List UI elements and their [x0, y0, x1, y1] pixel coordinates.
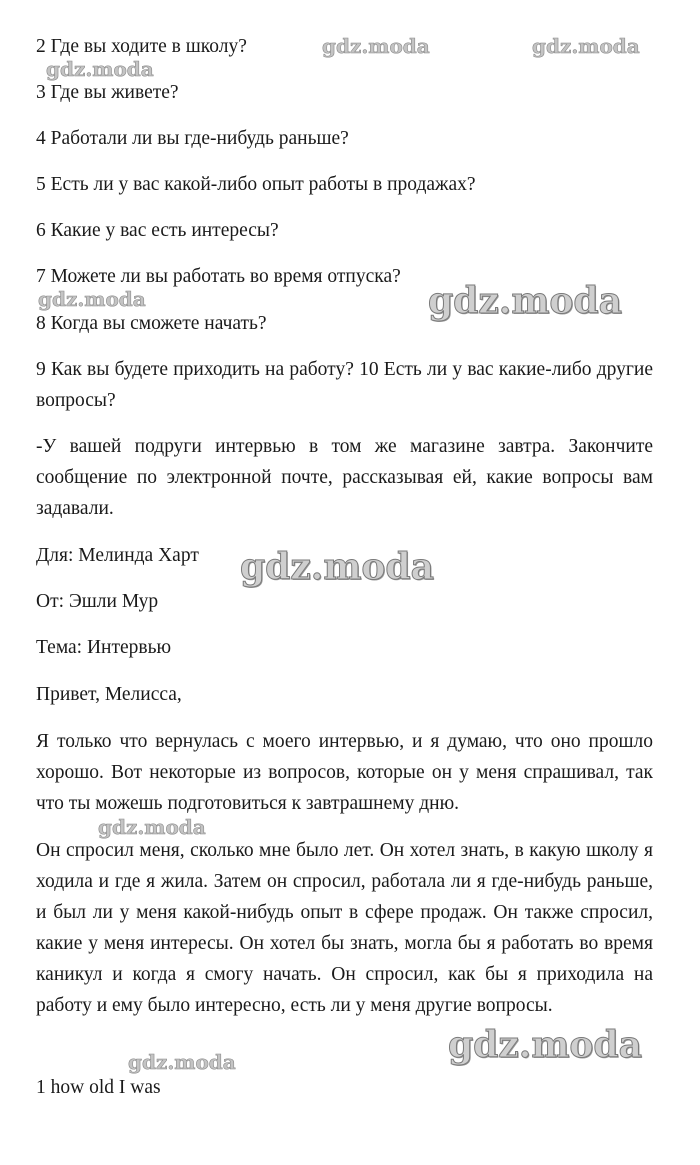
- question-3: 3 Где вы живете?: [36, 82, 179, 103]
- watermark-logo: gdz.moda: [46, 57, 154, 81]
- question-9-10: 9 Как вы будете приходить на работу? 10 Есть ли у вас какие-либо другие вопросы?: [36, 359, 653, 411]
- watermark-logo: gdz.moda: [322, 34, 430, 58]
- watermark-logo: gdz.moda: [532, 34, 640, 58]
- email-greeting: Привет, Мелисса,: [36, 684, 182, 705]
- question-4: 4 Работали ли вы где-нибудь раньше?: [36, 128, 349, 149]
- watermark-logo: gdz.moda: [38, 287, 146, 311]
- question-6: 6 Какие у вас есть интересы?: [36, 220, 279, 241]
- watermark-logo: gdz.moda: [128, 1050, 236, 1074]
- email-subject: Тема: Интервью: [36, 637, 172, 658]
- watermark-logo: gdz.moda: [240, 546, 434, 588]
- task-instruction: -У вашей подруги интервью в том же магазине завтра. Закончите сообщение по электронной почте, рассказывая ей, какие вопросы вам задавали.: [36, 436, 653, 519]
- watermark-logo: gdz.moda: [98, 815, 206, 839]
- email-paragraph-1: Я только что вернулась с моего интервью, и я думаю, что оно прошло хорошо. Вот некоторые из вопросов, которые он у меня спрашивал, так что ты можешь подготовиться к завтрашнему дню.: [36, 731, 653, 814]
- question-7: 7 Можете ли вы работать во время отпуска?: [36, 266, 401, 287]
- email-paragraph-2: Он спросил меня, сколько мне было лет. Он хотел знать, в какую школу я ходила и где я жила. Затем он спросил, работала ли я где-нибудь раньше, и был ли у меня какой-нибудь опыт в сфере продаж. Он также спросил, какие у меня интересы. Он хотел бы знать, могла бы я работать во время каникул и когда я смогу начать. Он спросил, как бы я приходила на работу и ему было интересно, есть ли у меня другие вопросы.: [36, 840, 653, 1016]
- email-from: От: Эшли Мур: [36, 591, 159, 612]
- question-5: 5 Есть ли у вас какой-либо опыт работы в продажах?: [36, 174, 476, 195]
- watermark-logo: gdz.moda: [448, 1024, 642, 1066]
- answer-1: 1 how old I was: [36, 1077, 161, 1098]
- watermark-logo: gdz.moda: [428, 280, 622, 322]
- question-8: 8 Когда вы сможете начать?: [36, 313, 267, 334]
- email-to: Для: Мелинда Харт: [36, 545, 199, 566]
- question-2: 2 Где вы ходите в школу?: [36, 36, 247, 57]
